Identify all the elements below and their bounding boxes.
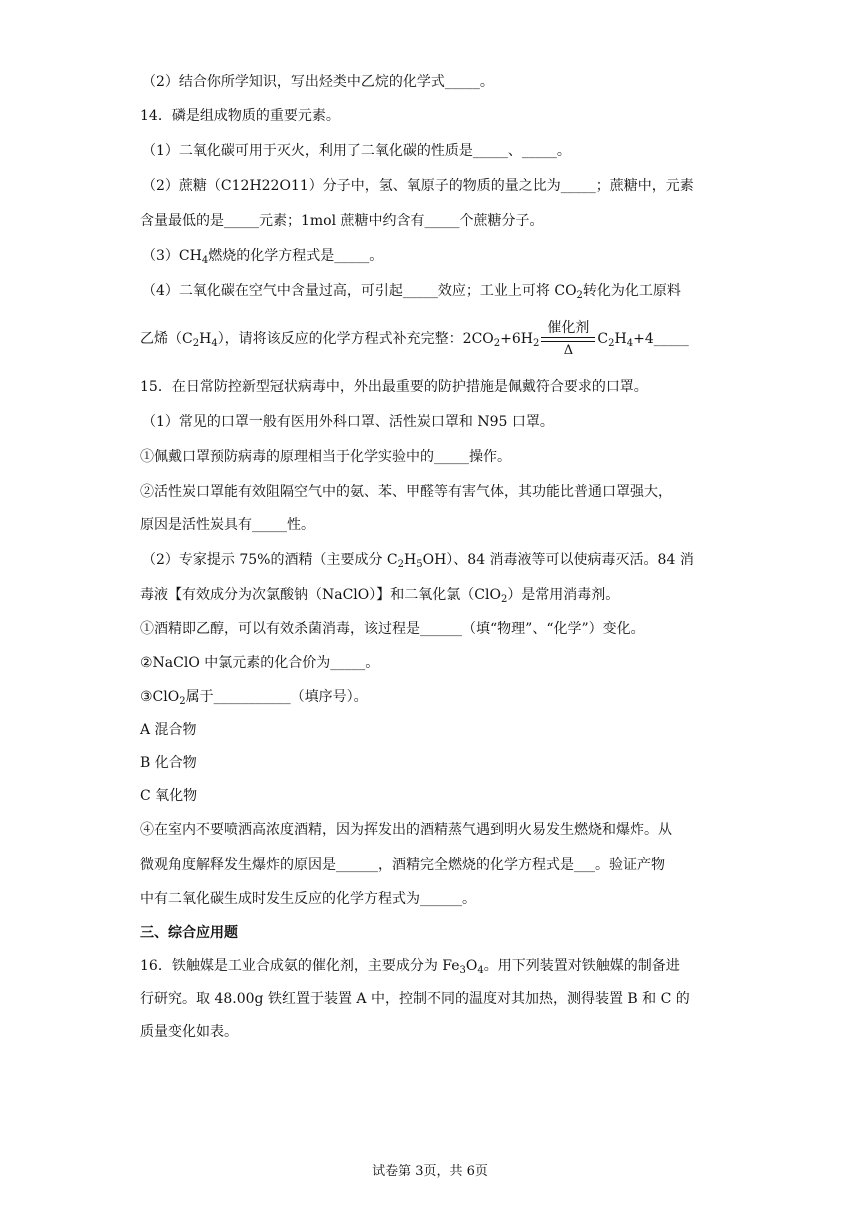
q15-part1-item1: ①佩戴口罩预防病毒的原理相当于化学实验中的_____操作。 xyxy=(140,449,511,465)
q15-part2-item1: ①酒精即乙醇，可以有效杀菌消毒，该过程是______（填“物理”、“化学”）变化。 xyxy=(140,621,645,637)
q16-stem-line3: 质量变化如表。 xyxy=(140,1024,238,1040)
q15-part2-item4-line1: ④在室内不要喷洒高浓度酒精，因为挥发出的酒精蒸气遇到明火易发生燃烧和爆炸。从 xyxy=(140,822,672,838)
q15-part1-item2-line1: ②活性炭口罩能有效阻隔空气中的氨、苯、甲醛等有害气体，其功能比普通口罩强大， xyxy=(140,484,672,500)
q15-part2-line2: 毒液【有效成分为次氯酸钠（NaClO）】和二氧化氯（ClO$_2$）是常用消毒剂。 xyxy=(140,587,620,605)
q14-part2-line2: 含量最低的是_____元素；1mol 蔗糖中约含有_____个蔗糖分子。 xyxy=(140,213,544,229)
heat-symbol: Δ xyxy=(563,342,574,358)
q13-part2: （2）结合你所学知识，写出烃类中乙烷的化学式_____。 xyxy=(142,74,494,90)
reaction-condition xyxy=(541,319,595,360)
catalyst-label: 催化剂 xyxy=(547,319,590,336)
option-a: A 混合物 xyxy=(140,722,197,738)
q15-part2-item2: ②NaClO 中氯元素的化合价为_____。 xyxy=(140,655,380,671)
section-heading: 三、综合应用题 xyxy=(140,925,238,941)
q15-part2-item4-line2: 微观角度解释发生爆炸的原因是______，酒精完全燃烧的化学方程式是___。验证产物 xyxy=(140,857,665,873)
q15-part2-item4-line3: 中有二氧化碳生成时发生反应的化学方程式为______。 xyxy=(140,891,476,907)
option-b: B 化合物 xyxy=(140,755,197,771)
q15-stem: 15．在日常防控新型冠状病毒中，外出最重要的防护措施是佩戴符合要求的口罩。 xyxy=(140,379,648,395)
q14-stem: 14．磷是组成物质的重要元素。 xyxy=(140,108,340,124)
sucrose-formula-rest: 12H22O11 xyxy=(231,178,309,194)
q16-stem-line2: 行研究。取 48.00g 铁红置于装置 A 中，控制不同的温度对其加热，测得装置 B 和 C 的 xyxy=(140,991,690,1007)
q14-part4-line1: （4）二氧化碳在空气中含量过高，可引起_____效应；工业上可将 $CO_2$转化为化工原料 xyxy=(142,283,681,301)
q15-part2-item3: ③ClO$_2$属于___________（填序号）。 xyxy=(140,689,368,707)
q15-part2-line1: （2）专家提示 75%的酒精（主要成分 $C_2H_5OH$）、84 消毒液等可以使病毒灭活。84 消 xyxy=(142,552,694,570)
q14-part4-equation-line: 乙烯$(C_2H_4)$，请将该反应的化学方程式补充完整：$2CO_2+6H_2$ 催化剂 Δ $C_2H_4+4\_\_\_\_\_$ xyxy=(140,319,689,358)
page-footer: 试卷第 3页，共 6页 xyxy=(372,1164,488,1179)
q14-part1: （1）二氧化碳可用于灭火，利用了二氧化碳的性质是_____、_____。 xyxy=(142,143,571,159)
q15-part1-item2-line2: 原因是活性炭具有_____性。 xyxy=(140,517,315,533)
q16-stem-line1: 16．铁触媒是工业合成氨的催化剂，主要成分为 $Fe_3O_4$。用下列装置对铁触媒的制备进 xyxy=(140,958,680,976)
q14-part3: $(3)CH_4$燃烧的化学方程式是_____。 xyxy=(142,248,384,266)
option-c: C 氧化物 xyxy=(140,788,198,804)
q15-part1: （1）常见的口罩一般有医用外科口罩、活性炭口罩和 N95 口罩。 xyxy=(142,414,554,430)
q14-part2-line1: （2）蔗糖（C12H22O11）分子中，氢、氧原子的物质的量之比为_____；蔗糖中，元素 xyxy=(142,178,694,194)
